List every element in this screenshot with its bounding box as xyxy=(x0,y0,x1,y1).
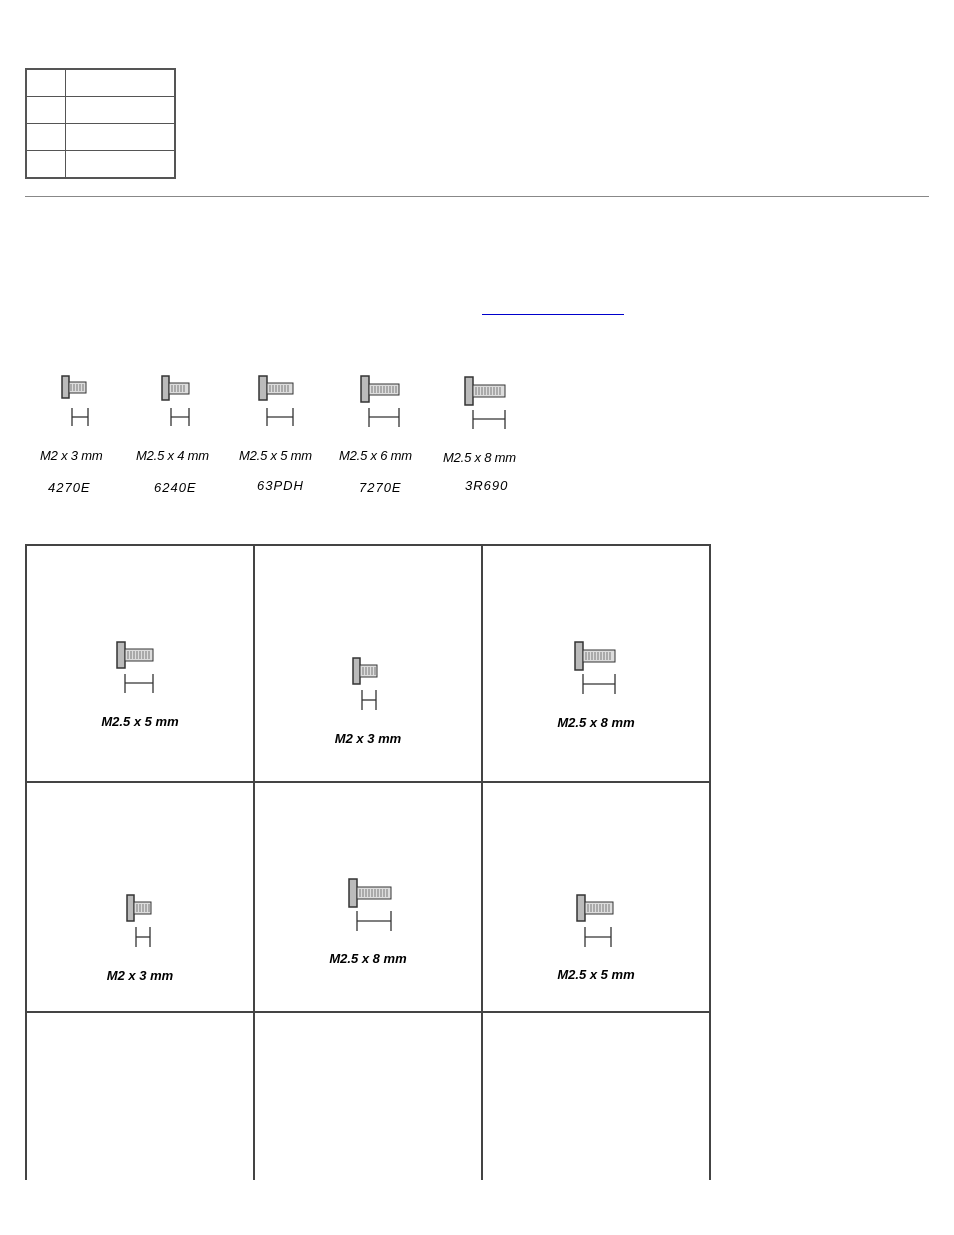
table-row xyxy=(26,151,175,179)
grid-cell xyxy=(483,1013,709,1180)
horizontal-divider xyxy=(25,196,929,197)
screw-icon xyxy=(160,374,204,430)
screw-icon xyxy=(347,877,397,935)
screw-icon xyxy=(115,640,165,696)
screw-icon xyxy=(359,374,409,430)
screw-part-number: 7270E xyxy=(359,480,402,495)
screw-icon xyxy=(257,374,307,430)
grid-cell xyxy=(27,783,253,1011)
screw-size-label: M2.5 x 5 mm xyxy=(101,714,179,729)
table-row xyxy=(26,69,175,97)
screw-part-number: 6240E xyxy=(154,480,197,495)
screw-part-number: 63PDH xyxy=(257,478,304,493)
screw-size-label: M2.5 x 8 mm xyxy=(557,715,635,730)
screw-size-label: M2.5 x 6 mm xyxy=(339,448,412,463)
screw-icon xyxy=(60,374,100,430)
legend-table xyxy=(25,68,176,179)
grid-cell xyxy=(483,783,709,1011)
grid-cell xyxy=(27,546,253,781)
grid-cell xyxy=(255,546,481,781)
grid-border xyxy=(709,544,711,1180)
reference-link[interactable] xyxy=(482,300,624,315)
grid-cell xyxy=(483,546,709,781)
screw-size-label: M2.5 x 8 mm xyxy=(329,951,407,966)
grid-cell xyxy=(27,1013,253,1180)
screw-size-label: M2 x 3 mm xyxy=(106,968,174,983)
screw-part-number: 4270E xyxy=(48,480,91,495)
table-row xyxy=(26,97,175,124)
screw-size-label: M2.5 x 8 mm xyxy=(443,450,516,465)
screw-icon xyxy=(573,640,623,696)
screw-size-label: M2.5 x 5 mm xyxy=(239,448,312,463)
screw-part-number: 3R690 xyxy=(465,478,509,493)
screw-size-label: M2 x 3 mm xyxy=(40,448,103,463)
grid-cell xyxy=(255,783,481,1011)
screw-icon xyxy=(463,374,513,432)
screw-grid xyxy=(25,544,711,1180)
screw-size-label: M2.5 x 5 mm xyxy=(557,967,635,982)
screw-size-label: M2 x 3 mm xyxy=(334,731,402,746)
screw-icon xyxy=(125,893,165,949)
screw-size-label: M2.5 x 4 mm xyxy=(136,448,209,463)
table-row xyxy=(26,124,175,151)
screw-icon xyxy=(351,656,391,712)
screw-icon xyxy=(575,893,625,949)
grid-cell xyxy=(255,1013,481,1180)
